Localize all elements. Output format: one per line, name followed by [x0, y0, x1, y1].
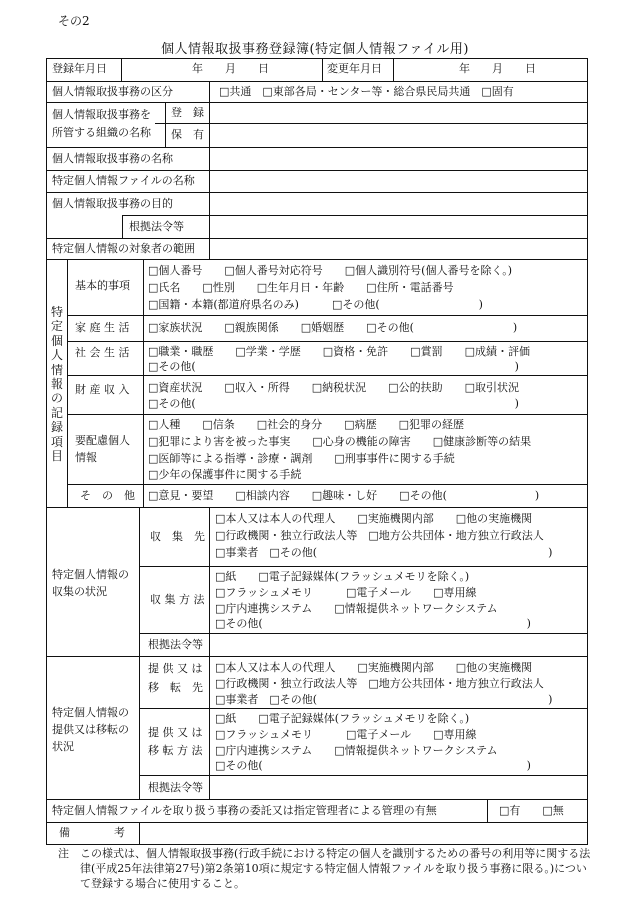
collection-method-line-1[interactable]: □紙 □電子記録媒体(フラッシュメモリを除く。)	[215, 570, 470, 583]
entrust-label: 特定個人情報ファイルを取り扱う事務の委託又は指定管理者による管理の有無	[52, 804, 437, 817]
social-label: 社 会 生 活	[75, 346, 130, 359]
entrust-options[interactable]: □有 □無	[499, 804, 564, 817]
category-options[interactable]: □共通 □東部各局・センター等・総合県民局共通 □固有	[219, 85, 514, 98]
collection-method-label: 収 集 方 法	[150, 593, 205, 606]
file-name-label: 特定個人情報ファイルの名称	[52, 174, 195, 187]
registration-form	[46, 58, 588, 845]
family-line-1[interactable]: □家族状況 □親族関係 □婚姻歴 □その他( )	[148, 321, 518, 334]
provision-method-line-1[interactable]: □紙 □電子記録媒体(フラッシュメモリを除く。)	[215, 712, 470, 725]
org-label-line-1: 個人情報取扱事務を	[52, 108, 151, 121]
collection-method-line-4[interactable]: □その他( )	[215, 617, 531, 630]
provision-dest-label-2: 移 転 先	[148, 681, 203, 694]
asset-label: 財 産 収 入	[75, 383, 130, 396]
provision-dest-line-3[interactable]: □事業者 □その他( )	[215, 693, 553, 706]
provision-dest-line-1[interactable]: □本人又は本人の代理人 □実施機関内部 □他の実施機関	[215, 661, 533, 674]
other-label: そ の 他	[80, 489, 135, 502]
provision-dest-label-1: 提 供 又 は	[148, 662, 203, 675]
org-label-line-2: 所管する組織の名称	[52, 126, 151, 139]
provision-method-line-3[interactable]: □庁内連携システム □情報提供ネットワークシステム	[215, 744, 498, 757]
family-label: 家 庭 生 活	[75, 321, 130, 334]
collection-method-line-2[interactable]: □フラッシュメモリ □電子メール □専用線	[215, 586, 477, 599]
footnote-text: この様式は、個人情報取扱事務(行政手続における特定の個人を識別するための番号の利用等に関する法律(平成25年法律第27号)第2条第10項に規定する特定個人情報ファイルを取り扱う事務に限る。)について登録する場合に使用すること。	[80, 847, 591, 890]
registered-date-label: 登録年月日	[52, 62, 107, 75]
affair-name-label: 個人情報取扱事務の名称	[52, 152, 173, 165]
provision-method-line-2[interactable]: □フラッシュメモリ □電子メール □専用線	[215, 728, 477, 741]
sensitive-line-2[interactable]: □犯罪により害を被った事実 □心身の機能の障害 □健康診断等の結果	[148, 435, 532, 448]
collection-source-line-2[interactable]: □行政機関・独立行政法人等 □地方公共団体・地方独立行政法人	[215, 529, 544, 542]
collection-section-label-1: 特定個人情報の	[52, 568, 129, 581]
org-register-label: 登 録	[171, 106, 204, 119]
changed-date-label: 変更年月日	[327, 62, 382, 75]
sensitive-label-line-1: 要配慮個人	[75, 434, 130, 447]
collection-source-label: 収 集 先	[150, 530, 205, 543]
basic-line-1[interactable]: □個人番号 □個人番号対応符号 □個人識別符号(個人番号を除く。)	[148, 264, 513, 277]
provision-section-label-1: 特定個人情報の	[52, 706, 129, 719]
provision-method-label-1: 提 供 又 は	[148, 726, 203, 739]
sensitive-line-3[interactable]: □医師等による指導・診療・調剤 □刑事事件に関する手続	[148, 452, 455, 465]
document-title: 個人情報取扱事務登録簿(特定個人情報ファイル用)	[161, 42, 469, 57]
purpose-label: 個人情報取扱事務の目的	[52, 197, 173, 210]
social-line-2[interactable]: □その他( )	[148, 360, 519, 373]
basic-label: 基本的事項	[75, 279, 130, 292]
provision-basis-label: 根拠法令等	[148, 781, 203, 794]
sensitive-label-line-2: 情報	[75, 451, 97, 464]
asset-line-1[interactable]: □資産状況 □収入・所得 □納税状況 □公的扶助 □取引状況	[148, 381, 519, 394]
legal-basis-label: 根拠法令等	[129, 220, 184, 233]
collection-section-label-2: 収集の状況	[52, 585, 107, 598]
org-hold-label: 保 有	[171, 128, 204, 141]
basic-line-3[interactable]: □国籍・本籍(都道府県名のみ) □その他( )	[148, 298, 483, 311]
provision-dest-line-2[interactable]: □行政機関・独立行政法人等 □地方公共団体・地方独立行政法人	[215, 677, 544, 690]
category-label: 個人情報取扱事務の区分	[52, 85, 173, 98]
provision-method-label-2: 移 転 方 法	[148, 744, 203, 757]
page-number: その2	[58, 14, 90, 28]
record-items-vertical-label: 特定個人情報の記録項目	[50, 305, 63, 464]
footnote-mark: 注	[58, 847, 69, 860]
registered-date-value[interactable]: 年 月 日	[192, 62, 269, 75]
provision-section-label-2: 提供又は移転の	[52, 723, 129, 736]
other-line-1[interactable]: □意見・要望 □相談内容 □趣味・し好 □その他( )	[148, 489, 540, 502]
changed-date-value[interactable]: 年 月 日	[459, 62, 536, 75]
basic-line-2[interactable]: □氏名 □性別 □生年月日・年齢 □住所・電話番号	[148, 281, 454, 294]
collection-basis-label: 根拠法令等	[148, 638, 203, 651]
collection-source-line-1[interactable]: □本人又は本人の代理人 □実施機関内部 □他の実施機関	[215, 512, 533, 525]
provision-method-line-4[interactable]: □その他( )	[215, 759, 531, 772]
provision-section-label-3: 状況	[52, 740, 74, 753]
collection-method-line-3[interactable]: □庁内連携システム □情報提供ネットワークシステム	[215, 602, 498, 615]
collection-source-line-3[interactable]: □事業者 □その他( )	[215, 546, 553, 559]
sensitive-line-4[interactable]: □少年の保護事件に関する手続	[148, 468, 302, 481]
remarks-label: 備 考	[59, 826, 125, 839]
asset-line-2[interactable]: □その他( )	[148, 397, 519, 410]
target-scope-label: 特定個人情報の対象者の範囲	[52, 242, 195, 255]
social-line-1[interactable]: □職業・職歴 □学業・学歴 □資格・免許 □賞罰 □成績・評価	[148, 345, 530, 358]
sensitive-line-1[interactable]: □人種 □信条 □社会的身分 □病歴 □犯罪の経歴	[148, 418, 464, 431]
